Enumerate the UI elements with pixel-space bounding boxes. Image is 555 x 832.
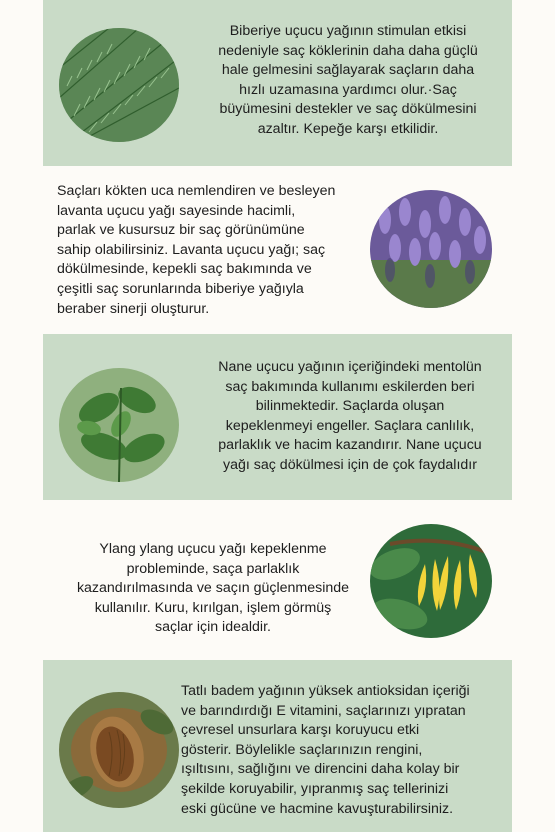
mint-description: Nane uçucu yağının içeriğindeki mentolün saç bakımında kullanımı eskilerden beri bilinmektedir. Saçlarda oluşan kepeklenmeyi engeller. Saçlara canlılık, parlaklık ve hacim kazandırır. Nane uçucu yağı saç dökülmesi için de çok faydalıdır (218, 359, 482, 473)
mint-section (43, 334, 512, 500)
ylang-ylang-section (43, 500, 512, 660)
rosemary-photo (59, 28, 179, 142)
ylang-ylang-photo (370, 524, 492, 638)
lavender-photo (370, 190, 492, 308)
rosemary-description: Biberiye uçucu yağının stimulan etkisi nedeniyle saç köklerinin daha daha güçlü hale gelmesini sağlayarak saçların daha hızlı uzamasına yardımcı olur.·Saç büyümesini destekler ve saç dökülmesini azaltır. Kepeğe karşı etkilidir. (218, 23, 478, 137)
rosemary-section (43, 0, 512, 166)
lavender-section (43, 166, 512, 334)
ylang-ylang-description: Ylang ylang uçucu yağı kepeklenme probleminde, saça parlaklık kazandırılmasında ve saçın güçlenmesinde kullanılır. Kuru, kırılgan, işlem görmüş saçlar için idealdir. (76, 541, 350, 636)
lavender-description: Saçları kökten uca nemlendiren ve besleyen lavanta uçucu yağı sayesinde hacimli, parlak ve kusursuz bir saç görünümüne sahip olabilirsiniz. Lavanta uçucu yağı; saç dökülmesinde, kepekli saç bakımında ve çeşitli saç sorunlarında biberiye yağıyla beraber sinerji oluşturur. (57, 183, 336, 317)
mint-photo (59, 368, 179, 482)
almond-description: Tatlı badem yağının yüksek antioksidan içeriği ve barındırdığı E vitamini, saçlarınızı yıpratan çevresel unsurlara karşı koruyucu etki gösterir. Böylelikle saçlarınızın rengini, ışıltısını, sağlığını ve direncini daha kolay bir şekilde koruyabilir, yıpranmış saç tellerinizi eski gücüne ve hacmine kavuşturabilirsiniz. (181, 683, 470, 817)
almond-section (43, 660, 512, 832)
almond-photo (59, 692, 179, 808)
